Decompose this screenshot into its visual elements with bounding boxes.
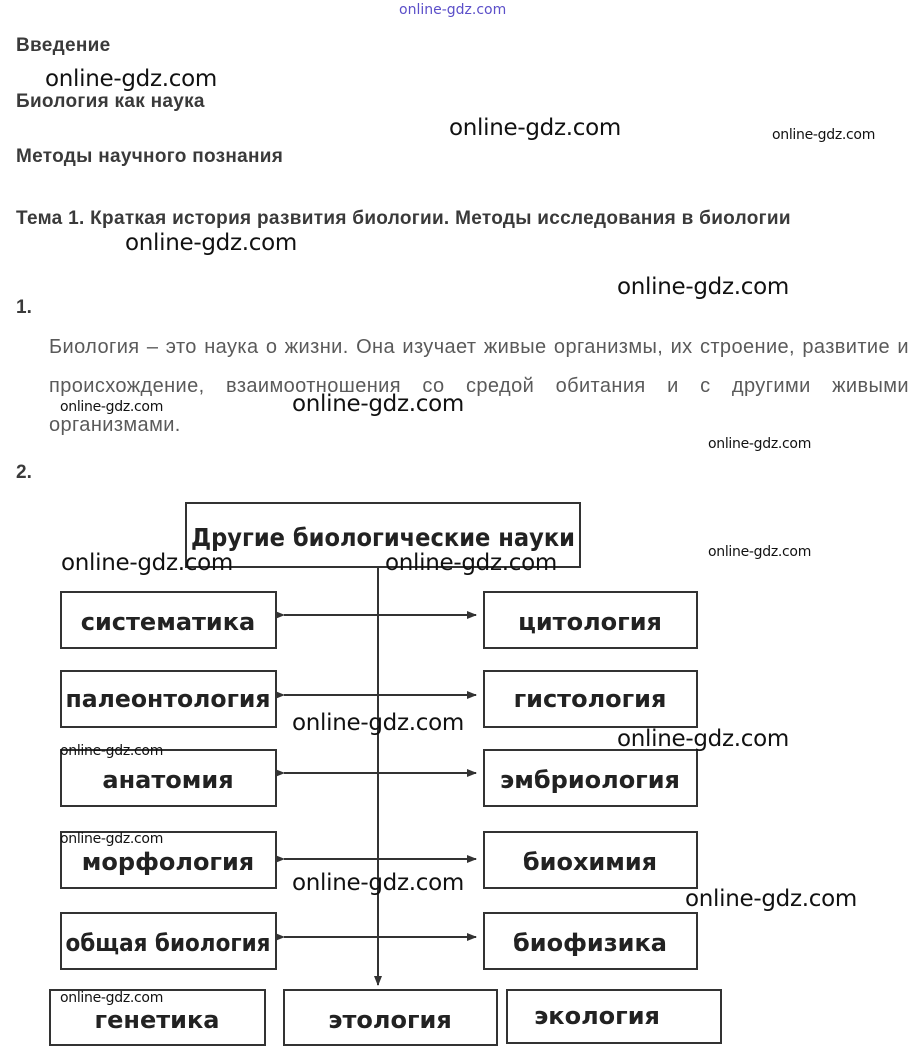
watermark: online-gdz.com bbox=[685, 886, 857, 912]
question-2-number: 2. bbox=[16, 462, 32, 483]
watermark: online-gdz.com bbox=[617, 274, 789, 300]
box-paleontology-label: палеонтология bbox=[65, 685, 271, 713]
watermark: online-gdz.com bbox=[60, 990, 164, 1006]
watermark: online-gdz.com bbox=[292, 870, 464, 896]
box-cytology-label: цитология bbox=[518, 608, 662, 636]
root-box-label: Другие биологические науки bbox=[191, 523, 575, 552]
watermark: online-gdz.com bbox=[61, 550, 233, 576]
topic-title: Тема 1. Краткая история развития биологии. Методы исследования в биологии bbox=[16, 208, 791, 229]
box-general-biology-label: общая биология bbox=[65, 929, 271, 957]
watermark: online-gdz.com bbox=[125, 230, 297, 256]
box-ecology-label: экология bbox=[534, 1002, 660, 1030]
box-ethology-label: этология bbox=[328, 1006, 452, 1034]
watermark: online-gdz.com bbox=[60, 743, 164, 759]
watermark: online-gdz.com bbox=[60, 831, 164, 847]
heading-biology-as-science: Биология как наука bbox=[16, 91, 205, 112]
watermark: online-gdz.com bbox=[772, 127, 876, 143]
box-embryology-label: эмбриология bbox=[500, 766, 680, 794]
box-morphology-label: морфология bbox=[81, 848, 255, 876]
watermark: online-gdz.com bbox=[292, 391, 464, 417]
watermark: online-gdz.com bbox=[708, 436, 812, 452]
heading-intro: Введение bbox=[16, 35, 111, 56]
watermark: online-gdz.com bbox=[449, 115, 621, 141]
box-biophysics-label: биофизика bbox=[513, 929, 667, 957]
box-anatomy-label: анатомия bbox=[102, 766, 234, 794]
top-watermark: online-gdz.com bbox=[399, 2, 507, 18]
question-1-answer: Биология – это наука о жизни. Она изучает живые организмы, их строение, развитие и происхождение, взаимоотношения со средой обитания и с другими живыми организмами. bbox=[49, 336, 909, 436]
watermark: online-gdz.com bbox=[617, 726, 789, 752]
watermark: online-gdz.com bbox=[385, 550, 557, 576]
heading-methods: Методы научного познания bbox=[16, 146, 284, 167]
watermark: online-gdz.com bbox=[708, 544, 812, 560]
box-systematics-label: систематика bbox=[80, 608, 256, 636]
watermark: online-gdz.com bbox=[45, 66, 217, 92]
box-histology-label: гистология bbox=[513, 685, 667, 713]
watermark: online-gdz.com bbox=[60, 399, 164, 415]
question-1-number: 1. bbox=[16, 297, 32, 318]
watermark: online-gdz.com bbox=[292, 710, 464, 736]
box-biochemistry-label: биохимия bbox=[522, 848, 658, 876]
box-genetics-label: генетика bbox=[94, 1006, 220, 1034]
